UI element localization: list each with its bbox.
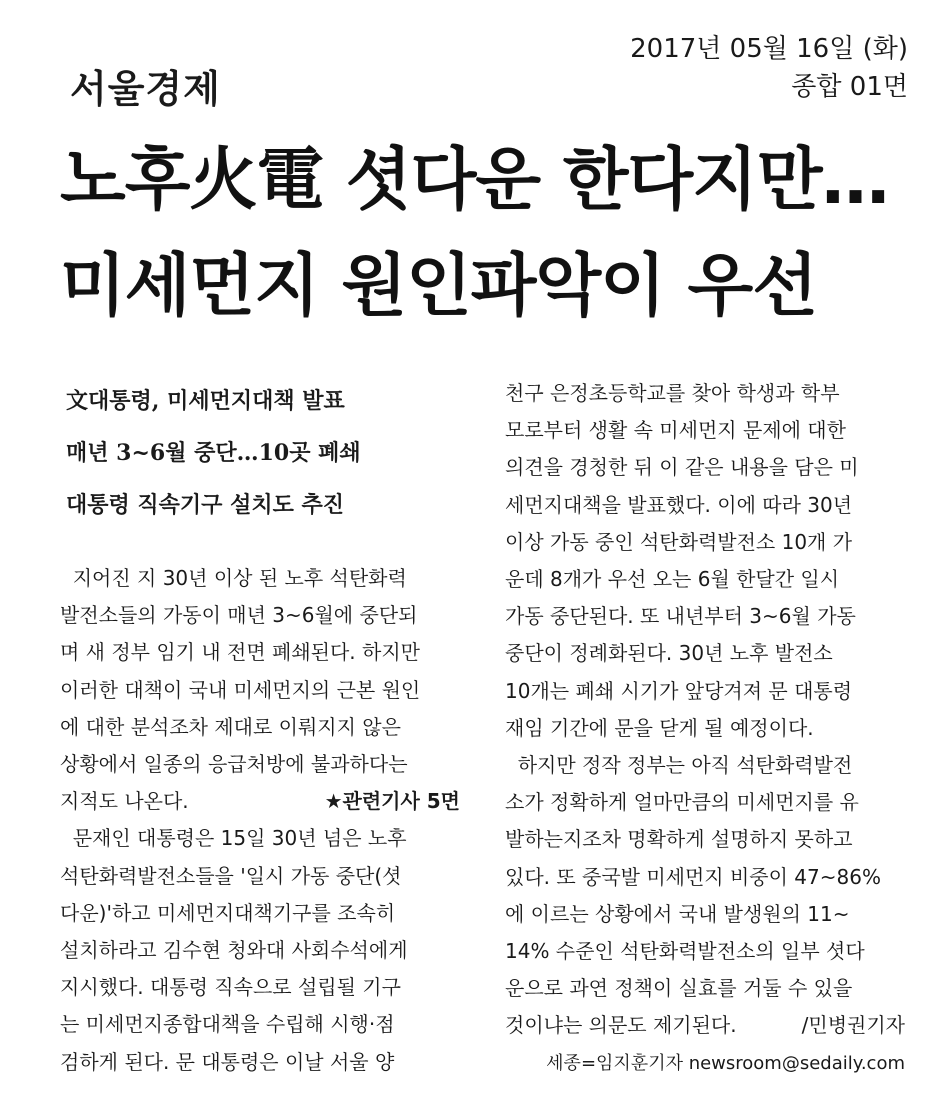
body-line: 있다. 또 중국발 미세먼지 비중이 47~86%	[505, 864, 881, 889]
body-line: 가동 중단된다. 또 내년부터 3~6월 가동	[505, 604, 856, 629]
body-line: 설치하라고 김수현 청와대 사회수석에게	[60, 938, 408, 963]
body-line: 모로부터 생활 속 미세먼지 문제에 대한	[505, 418, 846, 443]
article-column-right	[505, 375, 905, 1082]
body-line: 검하게 된다. 문 대통령은 이날 서울 양	[60, 1049, 395, 1074]
headline	[60, 128, 920, 340]
body-line: 중단이 정례화된다. 30년 노후 발전소	[505, 641, 833, 666]
body-line: 문재인 대통령은 15일 30년 넘은 노후	[60, 826, 407, 851]
body-line: 는 미세먼지종합대책을 수립해 시행·점	[60, 1012, 395, 1037]
body-line: 재임 기간에 문을 닫게 될 예정이다.	[505, 715, 814, 740]
body-line	[60, 783, 460, 820]
subheadline-line: 文대통령, 미세먼지대책 발표	[66, 388, 345, 414]
body-line: 발전소들의 가동이 매년 3~6월에 중단되	[60, 603, 418, 628]
headline-line-1: 노후火電 셧다운 한다지만…	[60, 141, 889, 220]
body-line: 10개는 폐쇄 시기가 앞당겨져 문 대통령	[505, 678, 853, 703]
body-line: 지어진 지 30년 이상 된 노후 석탄화력	[60, 566, 407, 590]
masthead: 서울경제	[70, 67, 221, 111]
subheadline-line: 매년 3~6월 중단…10곳 폐쇄	[66, 440, 361, 466]
body-line: 천구 은정초등학교를 찾아 학생과 학부	[505, 381, 840, 405]
body-line: 발하는지조차 명확하게 설명하지 못하고	[505, 827, 853, 852]
body-text: 것이냐는 의문도 제기된다.	[505, 1013, 737, 1038]
body-line: 의견을 경청한 뒤 이 같은 내용을 담은 미	[505, 455, 859, 480]
body-line	[505, 1007, 905, 1044]
subheadline-line: 대통령 직속기구 설치도 추진	[66, 492, 345, 518]
article-column-left	[60, 560, 460, 1081]
body-line: 며 새 정부 임기 내 전면 폐쇄된다. 하지만	[60, 640, 420, 665]
issue-date: 2017년 05월 16일 (화)	[630, 34, 908, 64]
reporter-signature: 세종=임지훈기자 newsroom@sedaily.com	[546, 1052, 905, 1074]
body-line: 에 대한 분석조차 제대로 이뤄지지 않은	[60, 714, 401, 739]
body-line: 운데 8개가 우선 오는 6월 한달간 일시	[505, 567, 840, 592]
body-line: 에 이르는 상황에서 국내 발생원의 11~	[505, 901, 850, 926]
body-text: 지적도 나온다.	[60, 789, 189, 814]
related-article-reference: ★관련기사 5면	[324, 789, 460, 814]
body-line: 14% 수준인 석탄화력발전소의 일부 셧다	[505, 939, 865, 964]
body-line: 석탄화력발전소들을 '일시 가동 중단(셧	[60, 863, 402, 888]
body-line: 상황에서 일종의 응급처방에 불과하다는	[60, 752, 408, 777]
body-line: 이러한 대책이 국내 미세먼지의 근본 원인	[60, 677, 421, 702]
section-page: 종합 01면	[791, 72, 908, 102]
body-line: 하지만 정작 정부는 아직 석탄화력발전	[505, 753, 853, 778]
body-line: 소가 정확하게 얼마만큼의 미세먼지를 유	[505, 790, 859, 815]
body-line: 세먼지대책을 발표했다. 이에 따라 30년	[505, 492, 853, 517]
body-line: 지시했다. 대통령 직속으로 설립될 기구	[60, 975, 401, 1000]
author-credit: /민병권기자	[801, 1013, 905, 1038]
body-line: 다운)'하고 미세먼지대책기구를 조속히	[60, 900, 396, 925]
subheadline	[66, 375, 476, 531]
headline-line-2: 미세먼지 원인파악이 우선	[60, 247, 817, 326]
dateline	[630, 30, 908, 106]
body-line: 운으로 과연 정책이 실효를 거둘 수 있을	[505, 976, 853, 1001]
body-line: 이상 가동 중인 석탄화력발전소 10개 가	[505, 529, 853, 554]
